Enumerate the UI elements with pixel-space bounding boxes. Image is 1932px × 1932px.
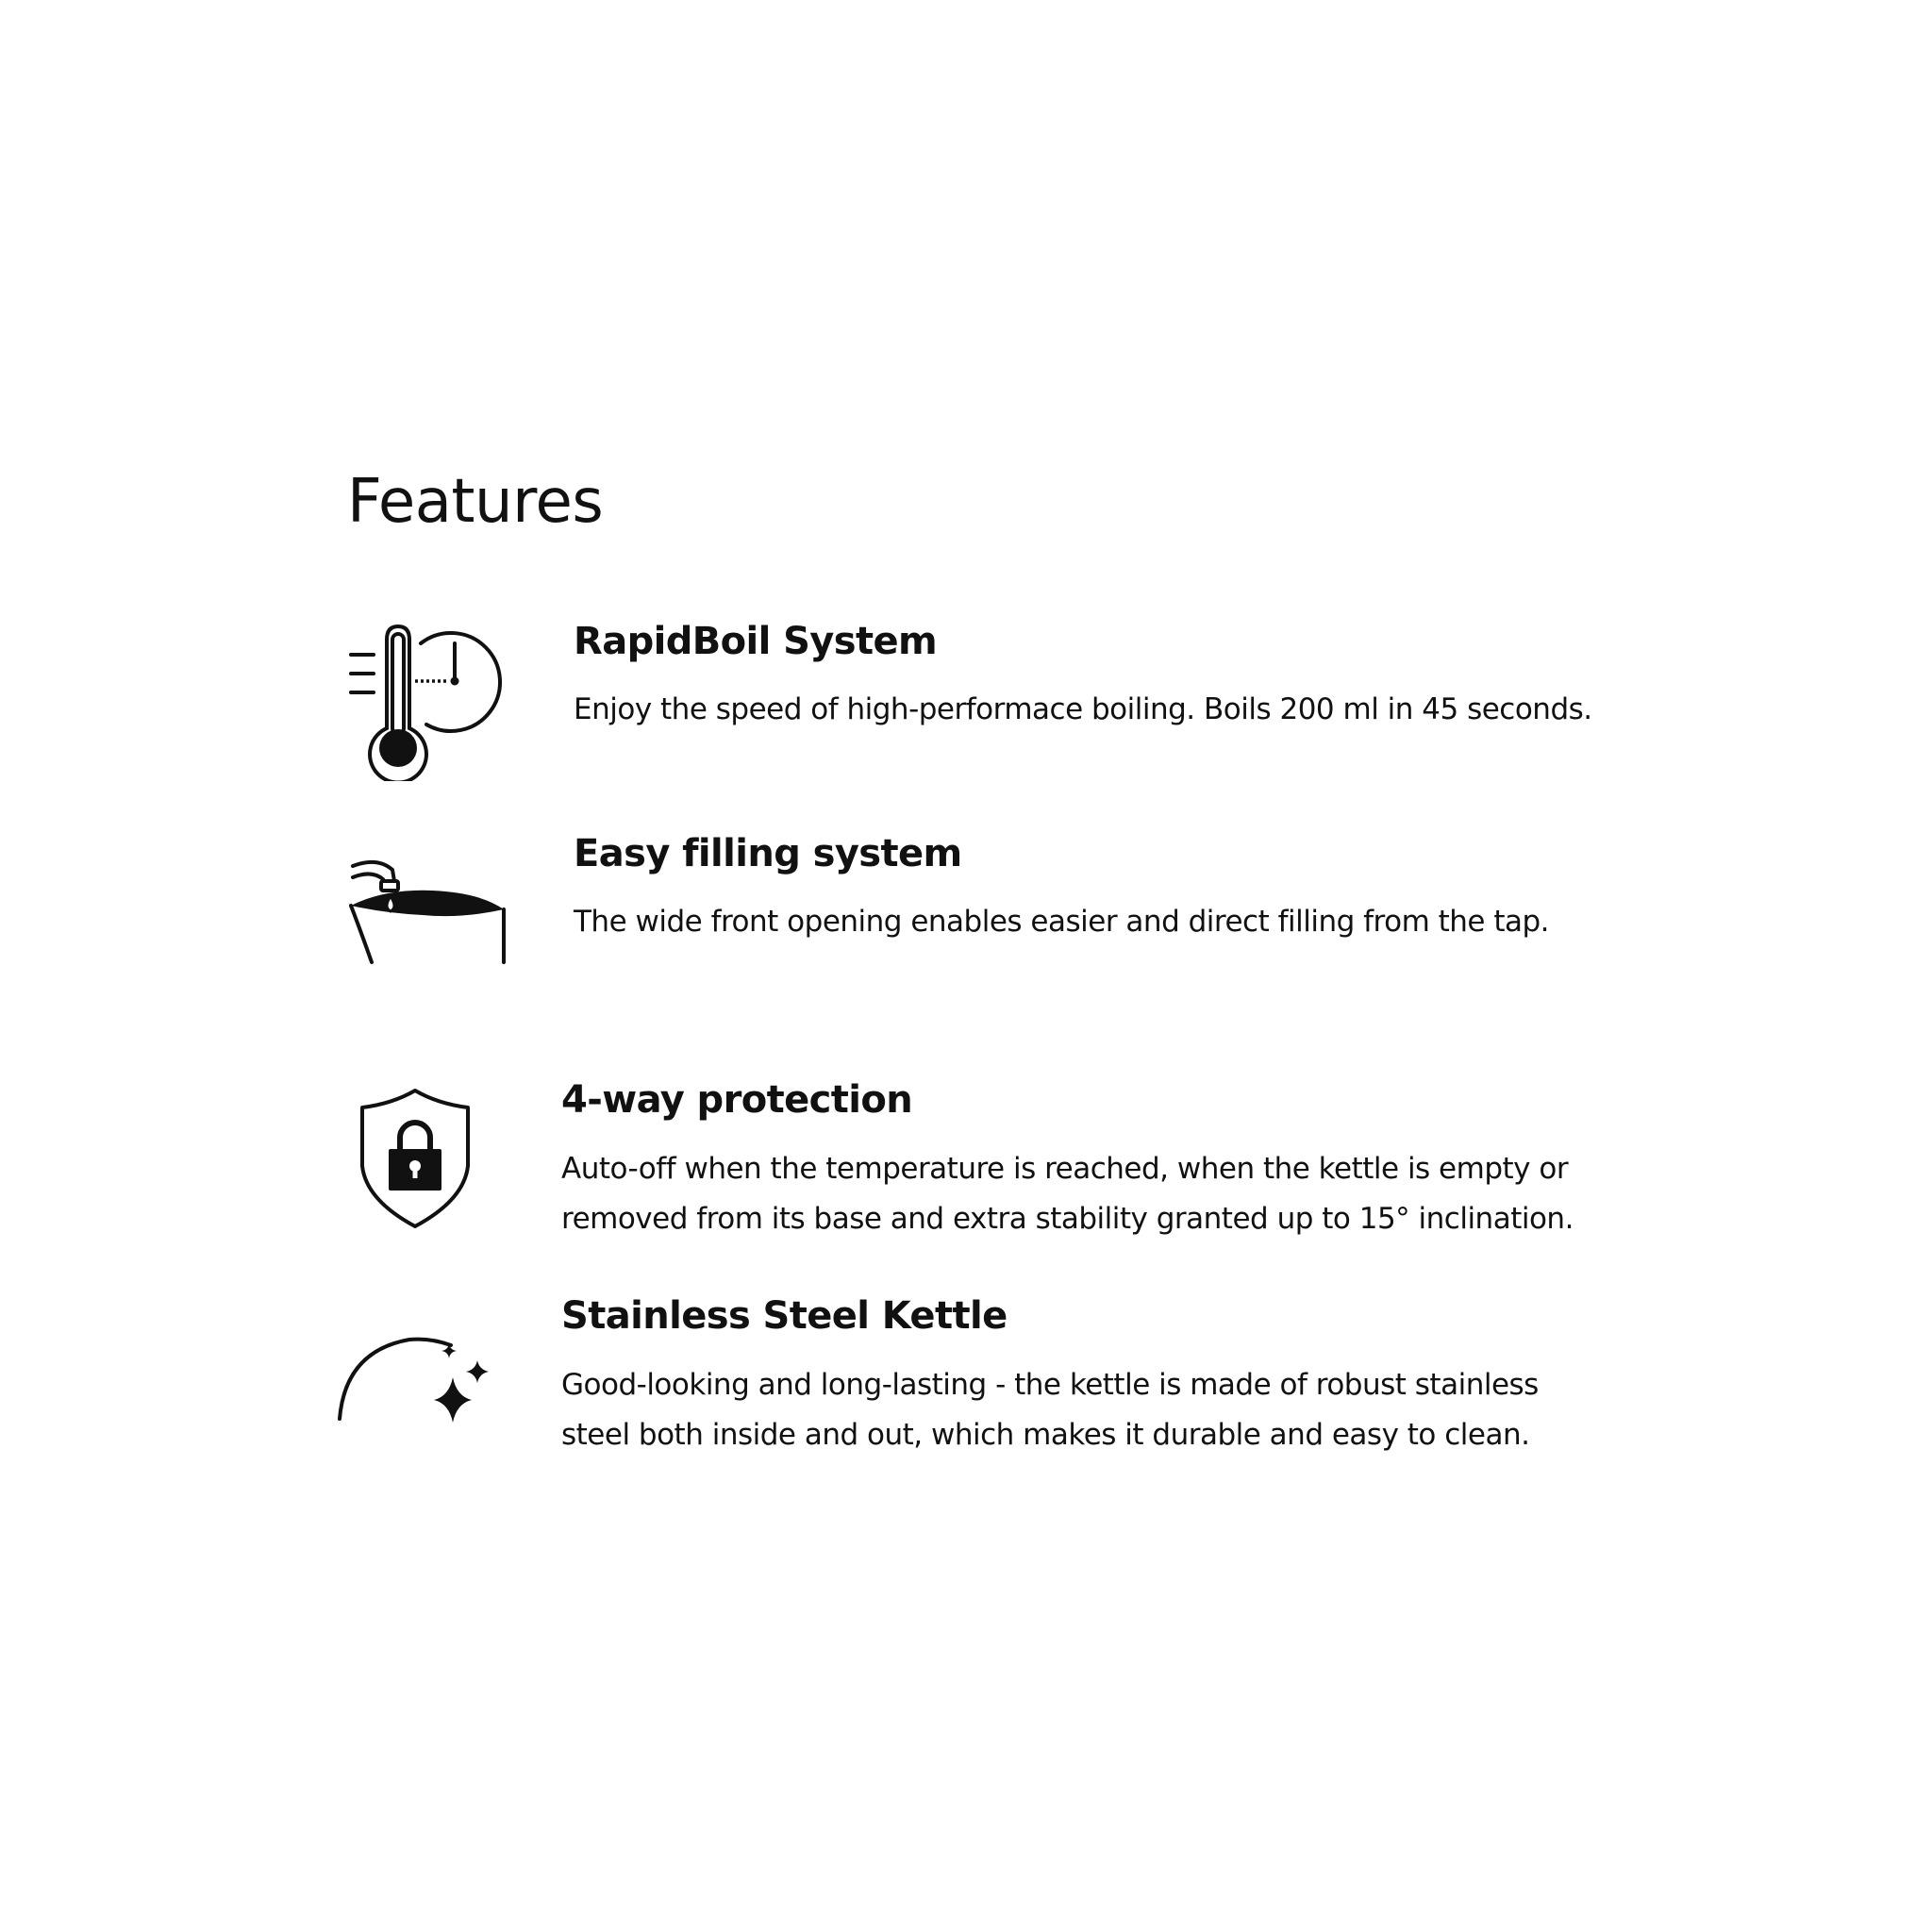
page-title: Features — [347, 467, 604, 537]
shield-lock-icon — [357, 1087, 474, 1230]
feature-description — [561, 1360, 1539, 1460]
feature-title: Stainless Steel Kettle — [561, 1294, 1008, 1338]
feature-title: 4-way protection — [561, 1078, 913, 1122]
feature-description — [574, 685, 1592, 735]
tap-filling-icon — [347, 853, 517, 966]
feature-description-line: Good-looking and long-lasting - the kettle is made of robust stainless — [561, 1368, 1539, 1402]
feature-title: Easy filling system — [574, 832, 962, 875]
sparkle-shine-icon — [336, 1330, 496, 1424]
feature-description — [561, 1144, 1574, 1244]
feature-description-line: The wide front opening enables easier and direct filling from the tap. — [574, 905, 1550, 939]
thermometer-clock-icon — [347, 621, 517, 781]
feature-description-line: removed from its base and extra stability granted up to 15° inclination. — [561, 1202, 1574, 1236]
feature-description-line: steel both inside and out, which makes it durable and easy to clean. — [561, 1418, 1530, 1452]
feature-title: RapidBoil System — [574, 620, 938, 663]
feature-description-line: Enjoy the speed of high-performace boiling. Boils 200 ml in 45 seconds. — [574, 692, 1592, 726]
feature-description — [574, 897, 1549, 947]
feature-description-line: Auto-off when the temperature is reached, when the kettle is empty or — [561, 1152, 1569, 1186]
